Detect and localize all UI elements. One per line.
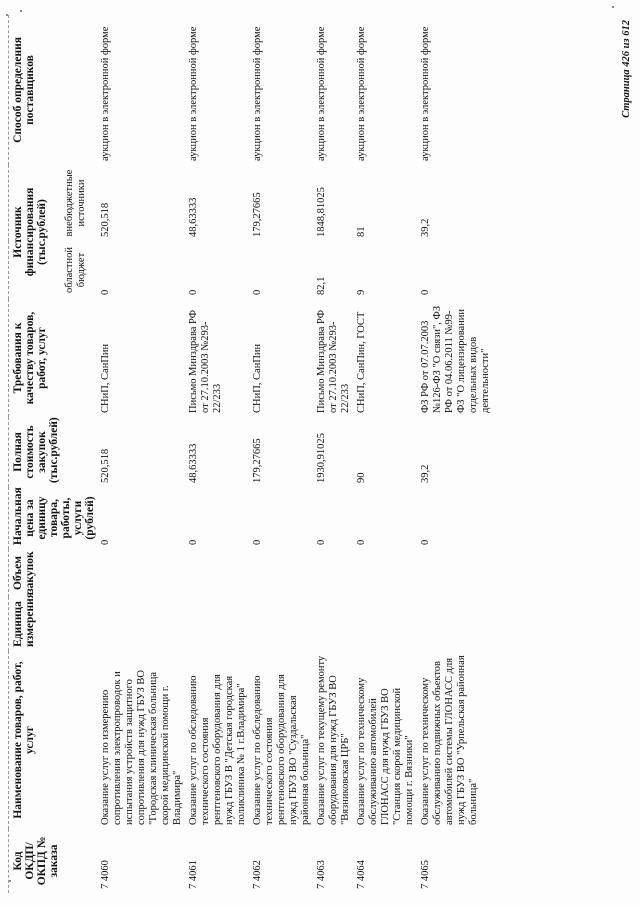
procurement-table [8, 15, 494, 893]
table-row [186, 15, 250, 893]
scan-speck [612, 6, 614, 8]
header-funding: Источник финансирования (тыс.рублей) [9, 165, 62, 299]
header-method: Способ определения поставщиков [9, 15, 99, 165]
row-regional: 0 [252, 289, 263, 295]
table-row [314, 15, 354, 893]
scan-speck [9, 880, 11, 882]
header-requirements: Требования к качеству товаров, работ, услуг [9, 299, 99, 417]
scan-speck [6, 14, 8, 16]
table-header [9, 15, 99, 893]
row-requirements: Письмо Минздрава РФ от 27.10.2003 №293-22/233 [188, 309, 223, 413]
row-requirements: СНиП, СанПин [100, 343, 111, 413]
scan-speck [20, 10, 22, 12]
row-total: 90 [356, 472, 367, 483]
header-unit-price: Начальная цена за единицу товара, работы, услуги (рублей) [9, 487, 99, 549]
row-unit-price: 0 [100, 539, 111, 545]
header-regional-budget: областной бюджет [63, 247, 87, 293]
row-method: аукцион в электронной форме [356, 26, 367, 161]
row-method: аукцион в электронной форме [188, 26, 199, 161]
row-method: аукцион в электронной форме [252, 26, 263, 161]
row-code: 7 4064 [356, 860, 367, 889]
row-unit [250, 597, 314, 651]
row-extrabudget: 39,2 [420, 218, 431, 237]
row-name: Оказание услуг по техническому обслуживанию автомобилей ГЛОНАСС для нужд ГБУЗ ВО "Станция скорой медицинской помощи г. Вязники" [356, 677, 415, 825]
row-regional: 9 [356, 289, 367, 295]
row-unit-price: 0 [420, 539, 431, 545]
row-unit-price: 0 [252, 539, 263, 545]
row-unit-price: 0 [356, 539, 367, 545]
header-name: Наименование товаров, работ, услуг [9, 651, 99, 829]
row-volume [354, 549, 418, 597]
row-extrabudget: 520,518 [100, 202, 111, 237]
row-total: 520,518 [100, 448, 111, 483]
row-code: 7 4065 [420, 860, 431, 889]
row-requirements: ФЗ РФ от 07.07.2003 №126-ФЗ "О связи", ФЗ РФ от 04.06.2011 №99-ФЗ "О лицензировании отдельных видов деятельности" [420, 305, 491, 413]
row-unit [354, 597, 418, 651]
row-code: 7 4063 [316, 860, 327, 889]
row-total: 179,27665 [252, 438, 263, 483]
header-volume: Объем закупок [9, 549, 99, 597]
row-volume [418, 549, 494, 597]
row-unit [186, 597, 250, 651]
row-extrabudget: 179,27665 [252, 192, 263, 237]
row-unit-price: 0 [188, 539, 199, 545]
row-name: Оказание услуг по измерению сопротивления электропроводок и испытания устройств защитного сопротивления для нужд ГБУЗ ВО "Городская клиническая больница скорой медицинской помощи г. Владимира" [100, 670, 183, 825]
row-unit [98, 597, 186, 651]
row-method: аукцион в электронной форме [420, 26, 431, 161]
row-unit-price: 0 [316, 539, 327, 545]
header-code: Код ОКДП/ ОКПД № заказа [9, 829, 99, 893]
page-number: Страница 426 из 612 [621, 20, 632, 118]
row-total: 39,2 [420, 464, 431, 483]
row-volume [314, 549, 354, 597]
table-body [98, 15, 494, 893]
row-volume [250, 549, 314, 597]
row-requirements: СНиП, СанПин [252, 343, 263, 413]
row-method: аукцион в электронной форме [100, 26, 111, 161]
row-code: 7 4061 [188, 860, 199, 889]
row-volume [98, 549, 186, 597]
header-extrabudget: внебюджетные источники [63, 169, 87, 237]
row-unit [418, 597, 494, 651]
row-code: 7 4062 [252, 860, 263, 889]
row-extrabudget: 1848,81025 [316, 187, 327, 237]
row-unit [314, 597, 354, 651]
table-row [418, 15, 494, 893]
row-code: 7 4060 [100, 860, 111, 889]
row-name: Оказание услуг по обследованию технического состояния рентгеновского оборудования для нужд ГБУЗ ВО "Суздальская районная больница" [252, 674, 311, 825]
table-row [354, 15, 418, 893]
table-row [98, 15, 186, 893]
row-name: Оказание услуг по текущему ремонту оборудования для нужд ГБУЗ ВО "Вязниковская ЦРБ" [316, 655, 351, 825]
row-total: 48,63333 [188, 443, 199, 483]
row-extrabudget: 48,63333 [188, 197, 199, 237]
row-regional: 0 [188, 289, 199, 295]
row-name: Оказание услуг по техническому обслуживанию подвижных объектов автомобилей системы ГЛОНАСС для нужд ГБУЗ ВО "Урпельская районная больница" [420, 655, 479, 825]
header-unit: Единица измерения [9, 597, 99, 651]
row-extrabudget: 81 [356, 226, 367, 237]
row-regional: 0 [100, 289, 111, 295]
table-row [250, 15, 314, 893]
row-total: 1930,91025 [316, 433, 327, 483]
row-regional: 0 [420, 289, 431, 295]
row-requirements: Письмо Минздрава РФ от 27.10.2003 №293-22/233 [316, 309, 351, 413]
row-name: Оказание услуг по обследованию технического состояния рентгеновского оборудования для нужд ГБУЗ В "Детская городская поликлиника № 1 г.Владимира" [188, 674, 247, 825]
row-regional: 82,1 [316, 276, 327, 295]
row-method: аукцион в электронной форме [316, 26, 327, 161]
row-volume [186, 549, 250, 597]
row-requirements: СНиП, СанПин, ГОСТ [356, 311, 367, 413]
header-total: Полная стоимость закупок (тыс.рублей) [9, 417, 99, 487]
